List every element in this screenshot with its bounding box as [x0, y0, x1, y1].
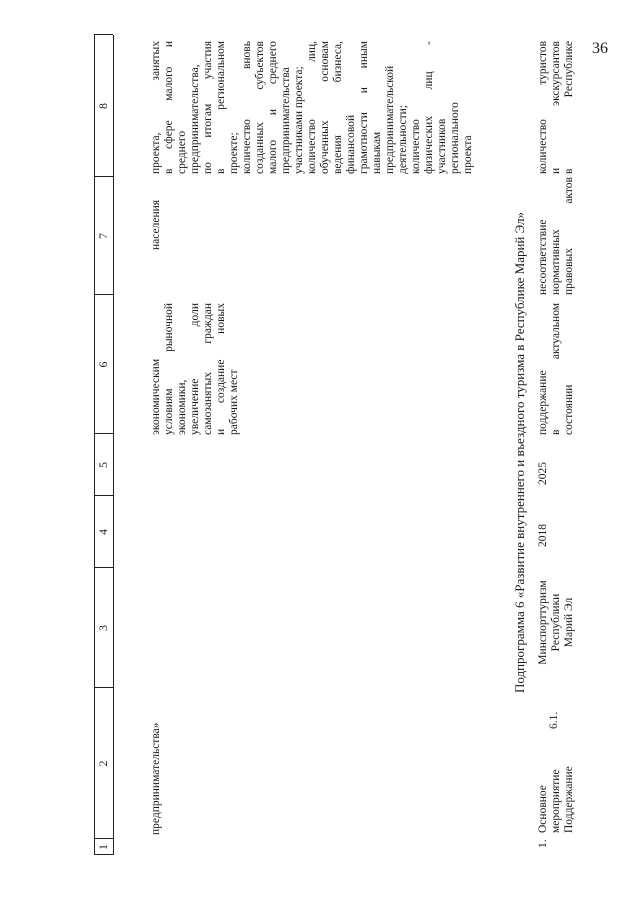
header-top-rule [94, 35, 95, 855]
text-line: обученных основам [319, 41, 331, 174]
header-col-4: 4 [96, 529, 110, 535]
text-line: созданных субъектов [254, 41, 266, 174]
text-line: количество [410, 119, 422, 174]
text-line: финансовой [345, 114, 357, 174]
text-line: мероприятие [550, 769, 562, 833]
cont-col8 [150, 41, 475, 174]
text-line: правовых актов [563, 177, 575, 295]
text-line: экономики, [176, 379, 188, 435]
row1-col3 [537, 570, 576, 675]
text-line: в региональном [215, 41, 227, 174]
row1-col2-number: 6.1. [548, 711, 560, 729]
text-line: увеличение доли [189, 303, 201, 435]
text-line: поддержание [537, 370, 549, 435]
row1-col7 [537, 177, 576, 295]
text-line: в сфере малого и [163, 41, 175, 174]
text-line: рабочих мест [228, 369, 240, 435]
text-line: ведения бизнеса, [332, 41, 344, 174]
text-line: и экскурсантов [550, 41, 562, 174]
text-line: проекта [462, 135, 474, 174]
header-col-6: 6 [96, 361, 110, 368]
header-col-3: 3 [96, 625, 110, 631]
text-line: количество лиц, [306, 41, 318, 174]
row1-col5: 2025 [537, 462, 549, 485]
page-number: 36 [592, 40, 608, 57]
text-line: самозанятых граждан [202, 303, 214, 435]
text-line: деятельности; [397, 104, 409, 174]
text-line: Поддержание [563, 766, 575, 833]
text-line: в актуальном [550, 303, 562, 435]
header-col-8: 8 [96, 103, 110, 109]
row1-col1: 1. [537, 839, 549, 848]
cont-col6 [150, 303, 241, 435]
subprogram-title: Подпрограмма 6 «Развитие внутреннего и въездного туризма в Республике Марий Эл» [512, 211, 527, 694]
text-line: предпринимательской [384, 65, 396, 174]
header-col-7: 7 [96, 233, 110, 239]
row1-col4: 2018 [537, 524, 549, 547]
header-col-1: 1 [96, 844, 110, 850]
text-line: нормативных [550, 229, 562, 295]
text-line: Марий Эл [563, 597, 575, 648]
text-line: Минспорттуризм [537, 580, 549, 665]
text-line: малого и среднего [267, 41, 279, 174]
text-line: и создание новых [215, 303, 227, 435]
row1-col8 [537, 41, 576, 174]
text-line: участников [436, 118, 448, 174]
text-line: навыкам [371, 131, 383, 174]
text-line: Республики [550, 593, 562, 652]
text-line: количество вновь [241, 41, 253, 174]
text-line: среднего [176, 130, 188, 174]
text-line: состоянии [563, 384, 575, 435]
text-line: количество туристов [537, 41, 549, 174]
row1-col2 [537, 733, 576, 833]
row1-col6 [537, 303, 576, 435]
header-bottom-rule [113, 35, 114, 855]
text-line: несоответствие [537, 219, 549, 295]
text-line: проекте; [228, 132, 240, 174]
text-line: Основное [537, 785, 549, 833]
text-line: предпринимательства, [189, 64, 201, 174]
text-line: в Республике [563, 41, 575, 174]
text-line: регионального [449, 102, 461, 174]
header-col-5: 5 [96, 462, 110, 468]
cont-col2: предпринимательства» [150, 722, 162, 835]
header-col-2: 2 [96, 760, 110, 767]
text-line: экономическим [150, 358, 162, 435]
text-line: физических лиц - [423, 41, 435, 174]
text-line: по итогам участия [202, 41, 214, 174]
text-line: условиям рыночной [163, 303, 175, 435]
text-line: предпринимательства [280, 67, 292, 174]
text-line: проекта, занятых [150, 41, 162, 174]
cont-col7: населения [150, 199, 162, 250]
text-line: грамотности и иным [358, 41, 370, 174]
text-line: участниками проекта; [293, 66, 305, 174]
